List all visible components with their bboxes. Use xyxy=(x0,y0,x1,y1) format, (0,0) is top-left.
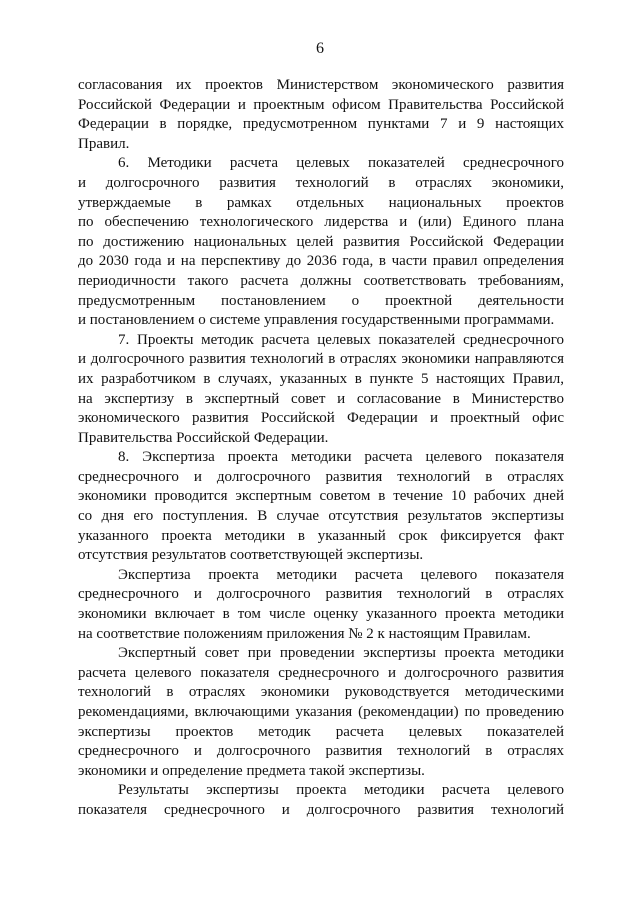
page-number: 6 xyxy=(316,40,324,57)
text-line: экономики включает в том числе оценку указанного проекта методики xyxy=(78,606,564,623)
text-line: Правил. xyxy=(78,135,130,152)
paragraph xyxy=(78,331,564,449)
text-line: расчета целевого показателя среднесрочного и долгосрочного развития xyxy=(78,664,564,681)
paragraph xyxy=(78,566,564,644)
paragraph xyxy=(78,76,564,154)
text-line: Результаты экспертизы проекта методики расчета целевого xyxy=(118,782,564,799)
text-line: Федерации в порядке, предусмотренном пунктами 7 и 9 настоящих xyxy=(78,116,564,133)
text-line: и долгосрочного развития технологий в отраслях экономики, xyxy=(78,174,564,191)
text-line: по достижению национальных целей развития Российской Федерации xyxy=(78,233,564,250)
text-line: экспертизы проектов методик расчета целевых показателей xyxy=(78,723,564,740)
text-line: среднесрочного и долгосрочного развития технологий в отраслях xyxy=(78,586,564,603)
text-line: по обеспечению технологического лидерства и (или) Единого плана xyxy=(78,214,564,231)
text-line: предусмотренным постановлением о проектной деятельности xyxy=(78,292,564,309)
text-line: Правительства Российской Федерации. xyxy=(78,429,329,446)
text-line: отсутствия результатов соответствующей экспертизы. xyxy=(78,547,424,564)
text-line: рекомендациями, включающими указания (рекомендации) по проведению xyxy=(78,704,564,720)
text-line: Экспертиза проекта методики расчета целевого показателя xyxy=(118,566,564,583)
text-line: и долгосрочного развития технологий в отраслях экономики направляются xyxy=(78,351,564,368)
text-line: экономики и определение предмета такой экспертизы. xyxy=(78,762,425,779)
text-line: и постановлением о системе управления государственными программами. xyxy=(78,312,555,329)
text-line: Экспертный совет при проведении экспертизы проекта методики xyxy=(118,645,564,662)
paragraph xyxy=(78,448,564,566)
text-line: 7. Проекты методик расчета целевых показателей среднесрочного xyxy=(118,331,564,348)
text-line: со дня его поступления. В случае отсутствия результатов экспертизы xyxy=(78,508,564,525)
text-line: 8. Экспертиза проекта методики расчета целевого показателя xyxy=(118,449,564,466)
paragraph xyxy=(78,644,564,781)
text-line: экономического развития Российской Федерации и проектный офис xyxy=(78,410,564,427)
text-line: экономики проводится экспертным советом в течение 10 рабочих дней xyxy=(78,488,564,505)
text-line: среднесрочного и долгосрочного развития технологий в отраслях xyxy=(78,468,564,485)
document-body xyxy=(78,76,564,821)
text-line: Российской Федерации и проектным офисом Правительства Российской xyxy=(78,96,564,113)
text-line: технологий в отраслях экономики руководствуется методическими xyxy=(78,684,564,701)
text-line: среднесрочного и долгосрочного развития технологий в отраслях xyxy=(78,743,564,760)
text-line: на экспертизу в экспертный совет и согласование в Министерство xyxy=(78,390,564,407)
paragraph xyxy=(78,781,564,820)
text-line: их разработчиком в случаях, указанных в пункте 5 настоящих Правил, xyxy=(78,370,564,387)
text-line: показателя среднесрочного и долгосрочного развития технологий xyxy=(78,801,564,818)
paragraph xyxy=(78,154,564,330)
text-line: 6. Методики расчета целевых показателей среднесрочного xyxy=(118,155,564,172)
text-line: согласования их проектов Министерством экономического развития xyxy=(78,77,564,93)
text-line: периодичности такого расчета должны соответствовать требованиям, xyxy=(78,272,564,289)
text-line: указанного проекта методики в указанный срок фиксируется факт xyxy=(78,527,564,544)
text-line: утверждаемые в рамках отдельных национальных проектов xyxy=(78,194,564,211)
text-line: до 2030 года и на перспективу до 2036 года, в части правил определения xyxy=(78,253,564,270)
text-line: на соответствие положениям приложения № 2 к настоящим Правилам. xyxy=(78,625,531,642)
